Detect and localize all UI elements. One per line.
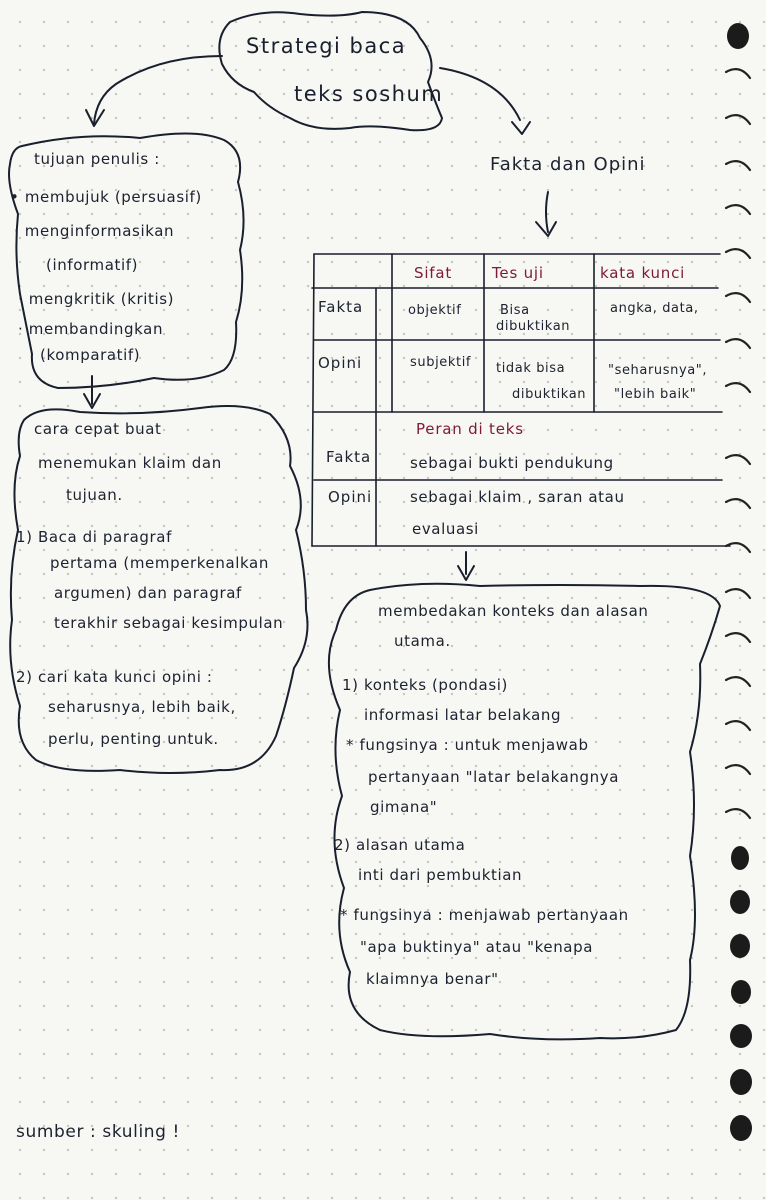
table-row-opini-label: Opini [318, 354, 363, 372]
peran-opini-2: evaluasi [412, 520, 479, 538]
peran-fakta-label: Fakta [326, 448, 372, 466]
konteks-heading-1: membedakan konteks dan alasan [378, 602, 649, 620]
cara-point-1b: pertama (memperkenalkan [50, 554, 269, 572]
cara-heading-3: tujuan. [66, 486, 123, 504]
konteks-heading-2: utama. [394, 632, 451, 650]
peran-fakta: sebagai bukti pendukung [410, 454, 614, 472]
tujuan-item-3: · mengkritik (kritis) [18, 290, 175, 308]
opini-kata-2: "lebih baik" [614, 387, 697, 402]
cara-point-1d: terakhir sebagai kesimpulan [54, 614, 284, 632]
cara-heading-1: cara cepat buat [34, 420, 162, 438]
opini-sifat: subjektif [410, 355, 472, 370]
fakta-kata: angka, data, [610, 301, 699, 316]
opini-tes-1: tidak bisa [496, 361, 566, 376]
konteks-1b: informasi latar belakang [364, 706, 562, 724]
fakta-tes-2: dibuktikan [496, 319, 571, 334]
tujuan-item-4: · membandingkan [18, 320, 164, 338]
cara-point-2b: seharusnya, lebih baik, [48, 698, 236, 716]
tujuan-item-2: · menginformasikan [14, 222, 175, 240]
sumber-note: sumber : skuling ! [16, 1122, 180, 1142]
table-header-sifat: Sifat [414, 264, 453, 282]
tujuan-item-4b: (komparatif) [40, 346, 141, 364]
konteks-2c: * fungsinya : menjawab pertanyaan [340, 906, 629, 924]
konteks-1d: pertanyaan "latar belakangnya [368, 768, 620, 786]
fakta-sifat: objektif [408, 303, 462, 318]
cara-point-1c: argumen) dan paragraf [54, 584, 242, 602]
konteks-2b: inti dari pembuktian [358, 866, 523, 884]
title-line-1: Strategi baca [246, 34, 407, 58]
opini-kata-1: "seharusnya", [608, 363, 708, 378]
table-header-tes: Tes uji [492, 264, 544, 282]
konteks-1c: * fungsinya : untuk menjawab [346, 736, 589, 754]
title-line-2: teks soshum [294, 82, 444, 106]
konteks-1a: 1) konteks (pondasi) [342, 676, 508, 694]
cara-point-2c: perlu, penting untuk. [48, 730, 219, 748]
cara-point-1a: 1) Baca di paragraf [16, 528, 172, 546]
tujuan-item-2b: (informatif) [46, 256, 139, 274]
cara-heading-2: menemukan klaim dan [38, 454, 222, 472]
tujuan-item-1: • membujuk (persuasif) [10, 188, 202, 206]
table-row-fakta-label: Fakta [318, 298, 364, 316]
fakta-tes-1: Bisa [500, 303, 530, 318]
konteks-2e: klaimnya benar" [366, 970, 499, 988]
peran-opini-label: Opini [328, 488, 373, 506]
konteks-1e: gimana" [370, 798, 438, 816]
tujuan-heading: tujuan penulis : [34, 150, 160, 168]
peran-opini-1: sebagai klaim , saran atau [410, 488, 625, 506]
fakta-opini-heading: Fakta dan Opini [490, 154, 646, 175]
konteks-2a: 2) alasan utama [334, 836, 466, 854]
cara-point-2a: 2) cari kata kunci opini : [16, 668, 213, 686]
opini-tes-2: dibuktikan [512, 387, 587, 402]
table-header-kata-kunci: kata kunci [600, 264, 686, 282]
konteks-2d: "apa buktinya" atau "kenapa [360, 938, 594, 956]
peran-heading: Peran di teks [416, 420, 524, 438]
